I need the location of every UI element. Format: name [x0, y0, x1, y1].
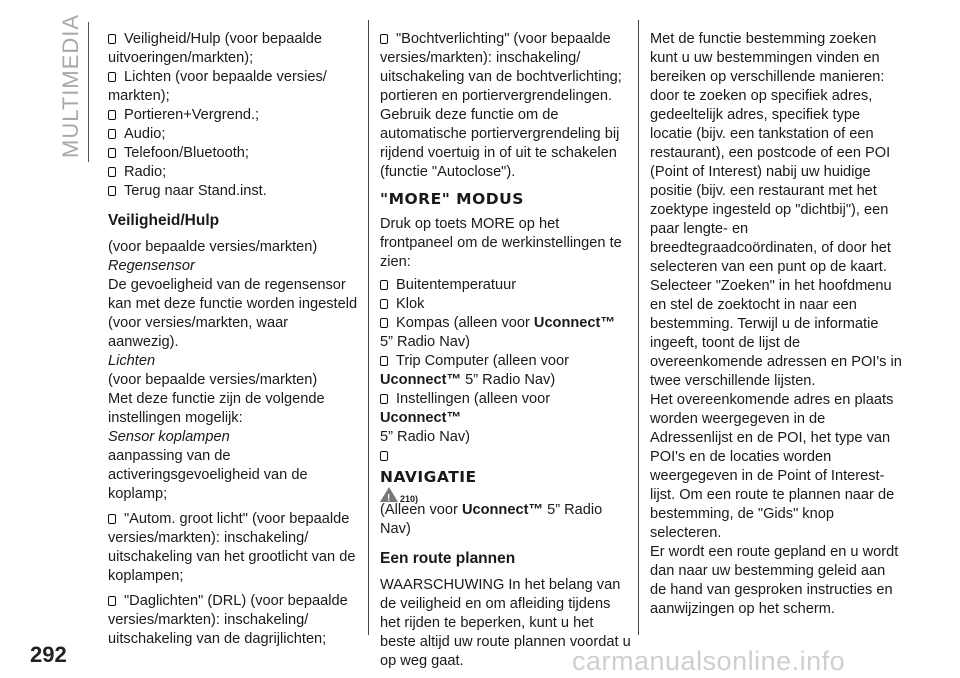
- paragraph: (voor bepaalde versies/markten): [108, 372, 318, 388]
- checkbox-icon: [380, 451, 388, 461]
- checkbox-icon: [108, 129, 116, 139]
- paragraph: Met deze functie zijn de volgende instellingen mogelijk:: [108, 391, 325, 426]
- column-1: [108, 30, 358, 649]
- subheading-lichten: Lichten: [108, 353, 156, 369]
- paragraph: Met de functie bestemming zoeken kunt u uw bestemmingen vinden en bereiken op verschillende manieren: door te zoeken op specifiek adres, gedeeltelijk adres, specifiek type locatie (bijv. een tankstation of een restaurant), een postcode of een POI (Point of Interest) nabij uw huidige positie (bijv. een restaurant met het zoektype ingesteld op "dichtbij"), een paar lengte- en breedtegraadcoördinaten, of door het selecteren van een punt op de kaart.: [650, 31, 891, 275]
- list-item: Portieren+Vergrend.;: [108, 106, 358, 125]
- paragraph: aanpassing van de activeringsgevoeligheid van de koplamp;: [108, 448, 308, 502]
- list-item: Trip Computer (alleen voor Uconnect™ 5” Radio Nav): [380, 353, 570, 388]
- subheading-sensor-koplampen: Sensor koplampen: [108, 429, 230, 445]
- checkbox-icon: [380, 34, 388, 44]
- paragraph: Druk op toets MORE op het frontpaneel om de werkinstellingen te zien:: [380, 216, 622, 270]
- column-2: [380, 30, 632, 671]
- section-rule: [88, 22, 89, 162]
- checkbox-icon: [108, 514, 116, 524]
- warning-icon: !: [380, 487, 398, 502]
- heading-route-plannen: Een route plannen: [380, 550, 516, 567]
- paragraph-warning: WAARSCHUWING In het belang van de veiligheid en om afleiding tijdens het rijden te beperken, kunt u het beste altijd uw route plannen voordat u op weg gaat.: [380, 577, 631, 669]
- list-item: Buitentemperatuur: [380, 276, 632, 295]
- checkbox-icon: [380, 394, 388, 404]
- list-item: Terug naar Stand.inst.: [108, 182, 358, 201]
- checkbox-icon: [380, 356, 388, 366]
- paragraph: (voor bepaalde versies/markten): [108, 239, 318, 255]
- paragraph: (Alleen voor Uconnect™ 5” Radio Nav): [380, 502, 603, 537]
- heading-veiligheid: Veiligheid/Hulp: [108, 212, 220, 229]
- checkbox-icon: [108, 148, 116, 158]
- checkbox-icon: [380, 318, 388, 328]
- section-label: MULTIMEDIA: [58, 13, 83, 158]
- list-item: Audio;: [108, 125, 358, 144]
- list-item: "Bochtverlichting" (voor bepaalde versies/markten): inschakeling/ uitschakeling van de bochtverlichting; portieren en portiervergrendelingen. Gebruik deze functie om de automatische portiervergrendeling bij rijdend voertuig in of uit te schakelen (functie "Autoclose").: [380, 31, 622, 180]
- checkbox-icon: [108, 72, 116, 82]
- list-item: "Autom. groot licht" (voor bepaalde versies/markten): inschakeling/ uitschakeling van het grootlicht van de koplampen;: [108, 511, 356, 584]
- heading-navigatie: NAVIGATIE: [380, 468, 477, 486]
- list-item: Telefoon/Bluetooth;: [108, 144, 358, 163]
- page-number: 292: [30, 642, 67, 667]
- checkbox-icon: [108, 186, 116, 196]
- column-divider-1: [368, 20, 369, 635]
- column-divider-2: [638, 20, 639, 635]
- checkbox-icon: [108, 34, 116, 44]
- paragraph: Selecteer "Zoeken" in het hoofdmenu en stel de zoektocht in naar een bestemming. Terwijl u de informatie ingeeft, toont de lijst de overeenkomende adressen en POI's in twee verschillende lijsten.: [650, 278, 902, 389]
- heading-more-modus: "MORE" MODUS: [380, 190, 524, 208]
- subheading-regensensor: Regensensor: [108, 258, 195, 274]
- list-item: Lichten (voor bepaalde versies/ markten);: [108, 69, 327, 104]
- checkbox-icon: [380, 280, 388, 290]
- paragraph: Het overeenkomende adres en plaats worden weergegeven in de Adressenlijst en de POI, het type van POI's en de locaties worden weergegeven in de Point of Interest-lijst. Om een route te plannen naar de bestemming, de "Gids" knop selecteren.: [650, 392, 895, 541]
- list-item: Radio;: [108, 163, 358, 182]
- warning-row: [380, 487, 632, 507]
- list-item: Veiligheid/Hulp (voor bepaalde uitvoeringen/markten);: [108, 31, 322, 66]
- checkbox-icon: [108, 167, 116, 177]
- list-item-empty: [380, 447, 632, 466]
- checkbox-icon: [108, 110, 116, 120]
- paragraph: De gevoeligheid van de regensensor kan met deze functie worden ingesteld (voor versies/markten, waar aanwezig).: [108, 277, 358, 350]
- paragraph: Er wordt een route gepland en u wordt dan naar uw bestemming geleid aan de hand van gesproken instructies en aanwijzingen op het scherm.: [650, 544, 899, 617]
- list-item: "Daglichten" (DRL) (voor bepaalde versies/markten): inschakeling/ uitschakeling van de dagrijlichten;: [108, 593, 348, 647]
- list-item: Instellingen (alleen voor Uconnect™ 5” Radio Nav): [380, 391, 551, 445]
- warning-reference: 210): [400, 494, 419, 504]
- list-item: Klok: [380, 295, 632, 314]
- column-3: [650, 30, 902, 619]
- checkbox-icon: [380, 299, 388, 309]
- watermark: carmanualsonline.info: [572, 646, 846, 676]
- checkbox-icon: [108, 596, 116, 606]
- list-item: Kompas (alleen voor Uconnect™ 5” Radio Nav): [380, 315, 615, 350]
